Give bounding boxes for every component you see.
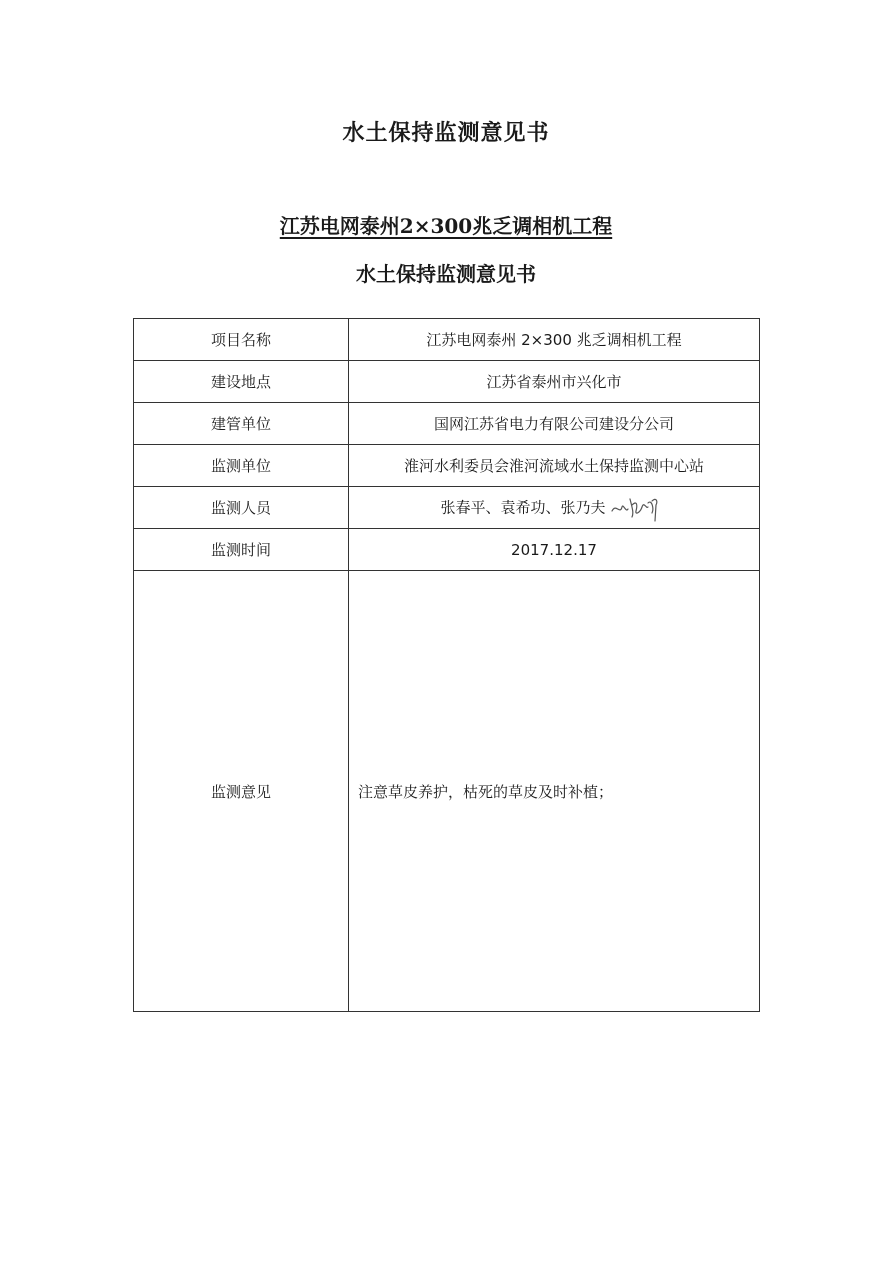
row-label-opinion: 监测意见 — [134, 571, 349, 1012]
table-row — [134, 529, 760, 571]
row-label-monitoring-time: 监测时间 — [134, 529, 349, 571]
row-value-management-unit: 国网江苏省电力有限公司建设分公司 — [349, 403, 760, 445]
table-row — [134, 445, 760, 487]
row-value-project-name: 江苏电网泰州 2×300 兆乏调相机工程 — [349, 319, 760, 361]
row-value-monitoring-unit: 淮河水利委员会淮河流域水土保持监测中心站 — [349, 445, 760, 487]
page-title: 水土保持监测意见书 — [342, 120, 550, 146]
row-label-project-name: 项目名称 — [134, 319, 349, 361]
handwritten-signature-icon — [608, 489, 668, 527]
row-label-management-unit: 建管单位 — [134, 403, 349, 445]
table-row — [134, 319, 760, 361]
row-value-monitoring-time: 2017.12.17 — [349, 529, 760, 571]
row-value-location: 江苏省泰州市兴化市 — [349, 361, 760, 403]
sub-title: 水土保持监测意见书 — [356, 262, 536, 286]
table-row — [134, 571, 760, 1012]
table-row — [134, 403, 760, 445]
row-label-location: 建设地点 — [134, 361, 349, 403]
row-value-monitoring-staff — [349, 487, 760, 529]
row-label-monitoring-unit: 监测单位 — [134, 445, 349, 487]
table-row — [134, 361, 760, 403]
table-row — [134, 487, 760, 529]
project-title: 江苏电网泰州2×300兆乏调相机工程 — [279, 214, 613, 238]
row-label-monitoring-staff: 监测人员 — [134, 487, 349, 529]
staff-names: 张春平、袁希功、张乃夫 — [440, 498, 606, 516]
row-value-opinion: 注意草皮养护，枯死的草皮及时补植； — [349, 571, 760, 1012]
monitoring-info-table — [133, 318, 760, 1012]
